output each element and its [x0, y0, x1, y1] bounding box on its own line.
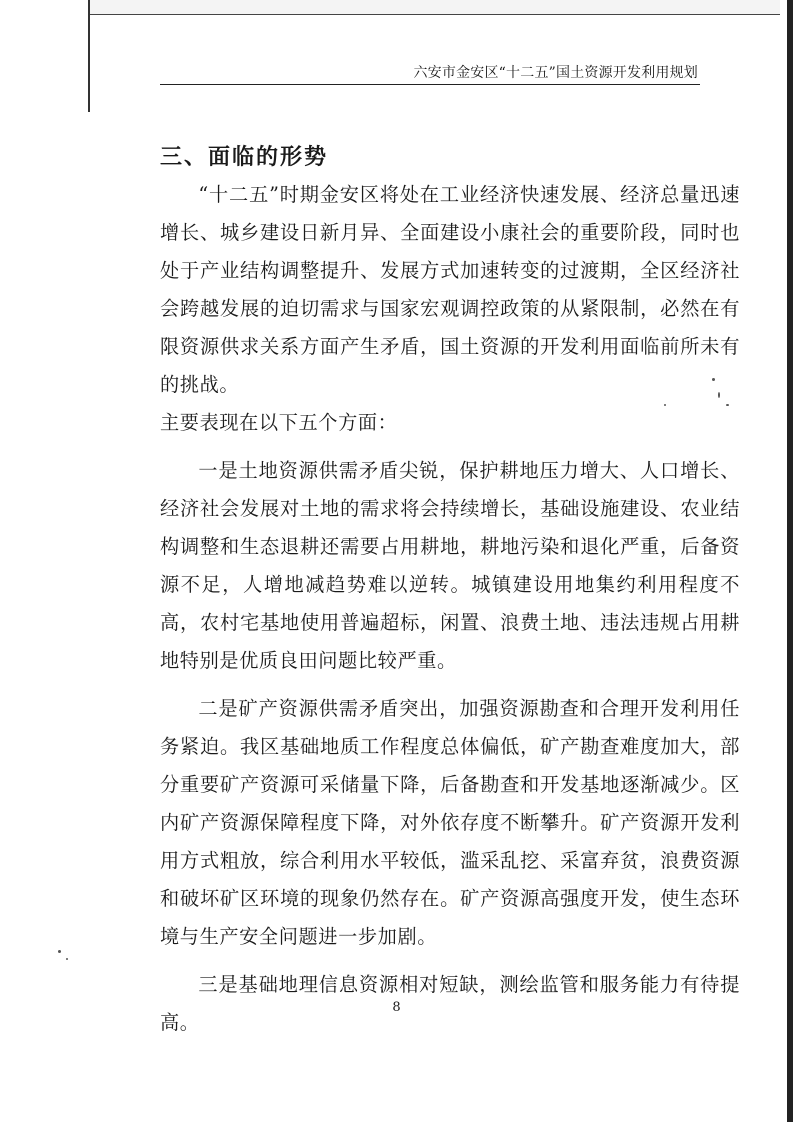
scan-speck	[58, 950, 61, 953]
paragraph-geoinfo: 三是基础地理信息资源相对短缺，测绘监管和服务能力有待提高。	[160, 973, 740, 1034]
section-heading: 三、面临的形势	[160, 144, 329, 170]
body-text	[160, 176, 740, 1052]
paragraph-intro: “十二五”时期金安区将处在工业经济快速发展、经济总量迅速增长、城乡建设日新月异、全面建设小康社会的重要阶段，同时也处于产业结构调整提升、发展方式加速转变的过渡期，全区经济社会跨越发展的迫切需求与国家宏观调控政策的从紧限制，必然在有限资源供求关系方面产生矛盾，国土资源的开发利用面临前所未有的挑战。	[160, 183, 740, 396]
paragraph-land: 一是土地资源供需矛盾尖锐，保护耕地压力增大、人口增长、经济社会发展对土地的需求将会持续增长，基础设施建设、农业结构调整和生态退耕还需要占用耕地，耕地污染和退化严重，后备资源不足，人增地减趋势难以逆转。城镇建设用地集约利用程度不高，农村宅基地使用普遍超标，闲置、浪费土地、违法违规占用耕地特别是优质良田问题比较严重。	[160, 459, 740, 672]
scan-speck	[718, 392, 720, 398]
page-number: 8	[392, 1000, 401, 1015]
scan-speck	[664, 404, 666, 406]
scan-right-edge	[787, 0, 793, 1122]
scan-top-edge	[90, 0, 780, 15]
header-rule	[160, 84, 700, 85]
running-header: 六安市金安区“十二五”国土资源开发利用规划	[413, 65, 698, 81]
paragraph-lead-in: 主要表现在以下五个方面：	[160, 411, 398, 434]
scan-speck	[66, 958, 68, 960]
scan-speck	[726, 404, 729, 406]
paragraph-minerals: 二是矿产资源供需矛盾突出，加强资源勘查和合理开发利用任务紧迫。我区基础地质工作程度总体偏低，矿产勘查难度加大，部分重要矿产资源可采储量下降，后备勘查和开发基地逐渐减少。区内矿产资源保障程度下降，对外依存度不断攀升。矿产资源开发利用方式粗放，综合利用水平较低，滥采乱挖、采富弃贫，浪费资源和破坏矿区环境的现象仍然存在。矿产资源高强度开发，使生态环境与生产安全问题进一步加剧。	[160, 697, 740, 948]
scan-speck	[712, 378, 715, 381]
scan-left-rule	[88, 0, 90, 112]
